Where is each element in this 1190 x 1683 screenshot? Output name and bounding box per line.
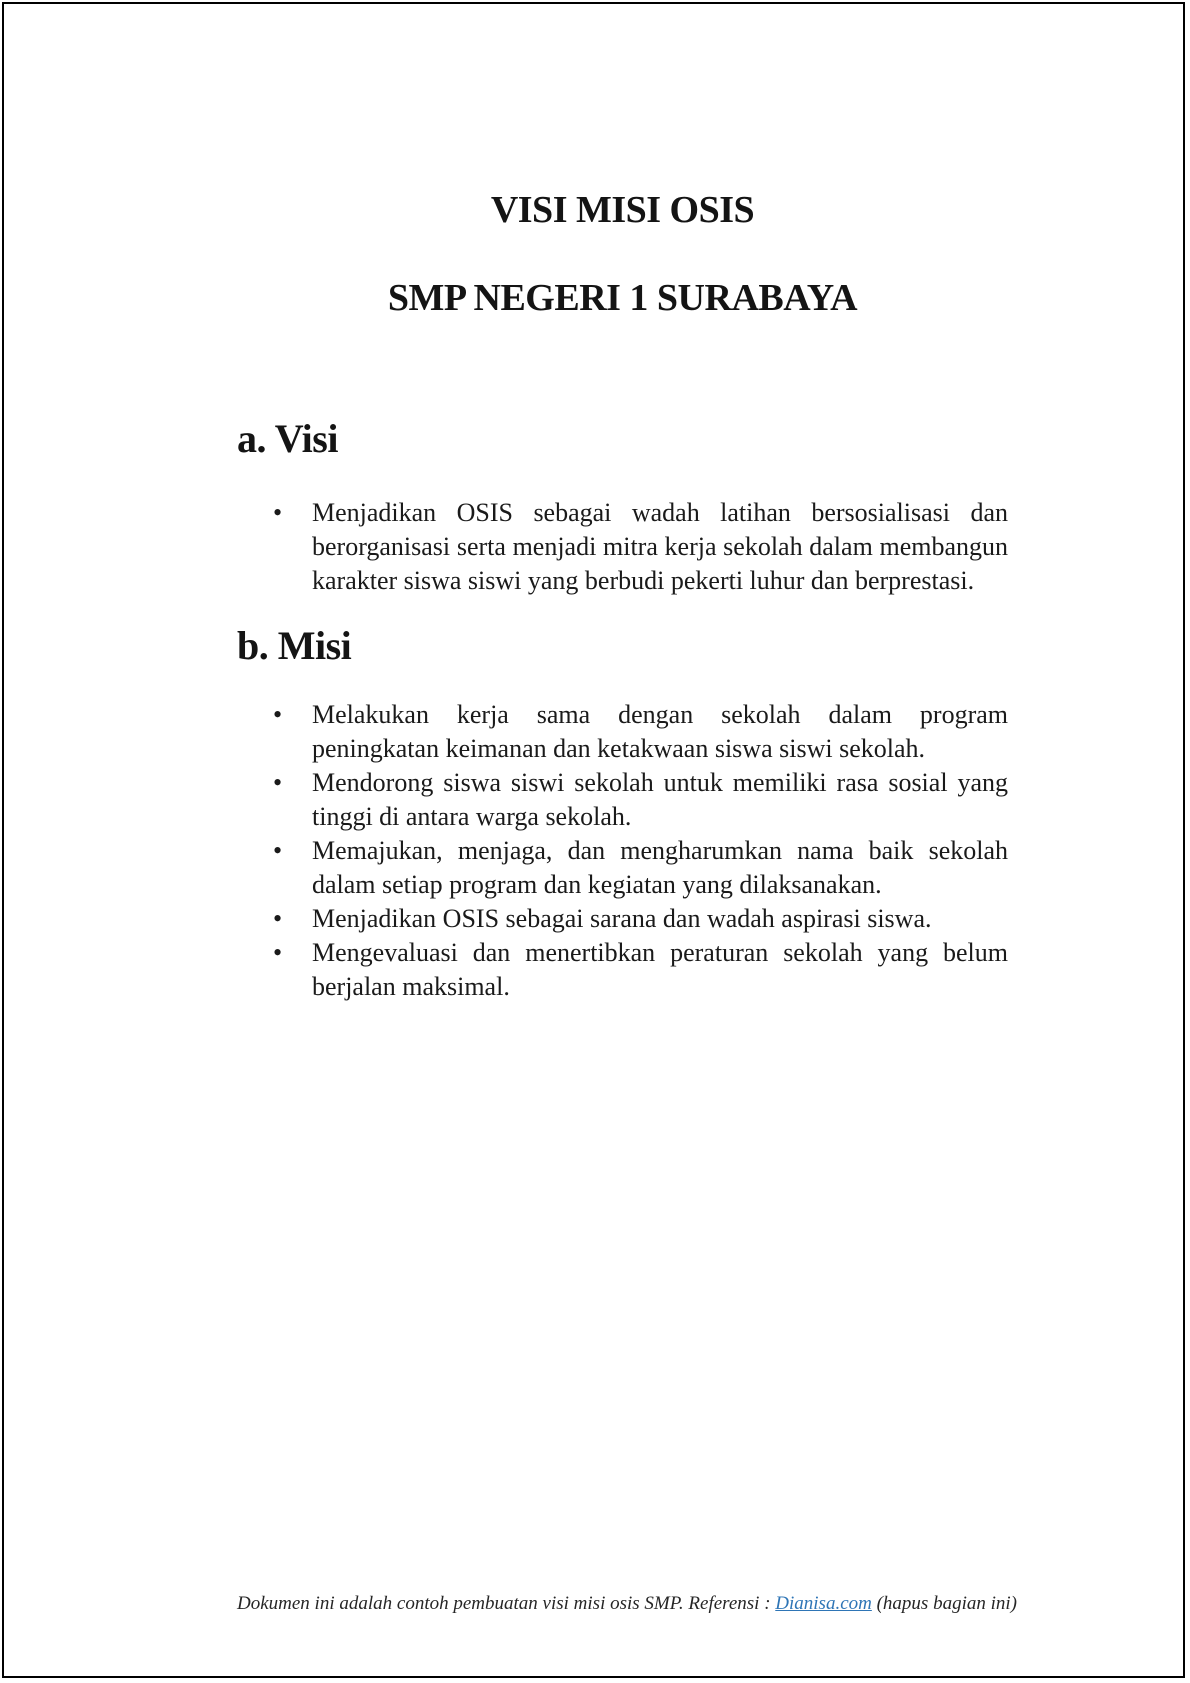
footer-text-suffix: (hapus bagian ini) — [871, 1593, 1017, 1614]
section-heading-misi: b. Misi — [237, 623, 352, 668]
list-item — [237, 936, 1008, 1004]
list-item — [237, 834, 1008, 902]
bullet-text: Memajukan, menjaga, dan mengharumkan nama baik sekolah dalam setiap program dan kegiatan yang dilaksanakan. — [312, 836, 1008, 899]
list-item — [237, 902, 1008, 936]
section-heading-visi: a. Visi — [237, 416, 338, 461]
bullet-text: Melakukan kerja sama dengan sekolah dalam program peningkatan keimanan dan ketakwaan siswa siswi sekolah. — [312, 700, 1008, 763]
bullet-text: Mendorong siswa siswi sekolah untuk memiliki rasa sosial yang tinggi di antara warga sekolah. — [312, 768, 1008, 831]
visi-bullet-list — [237, 496, 1008, 598]
misi-bullet-list — [237, 698, 1008, 1004]
bullet-text: Mengevaluasi dan menertibkan peraturan sekolah yang belum berjalan maksimal. — [312, 938, 1008, 1001]
bullet-icon: • — [273, 836, 283, 865]
footer-reference-link[interactable]: Dianisa.com — [775, 1593, 872, 1614]
bullet-text: Menjadikan OSIS sebagai wadah latihan bersosialisasi dan berorganisasi serta menjadi mitra kerja sekolah dalam membangun karakter siswa siswi yang berbudi pekerti luhur dan berprestasi. — [312, 498, 1008, 595]
footer-text-prefix: Dokumen ini adalah contoh pembuatan visi misi osis SMP. Referensi : — [237, 1593, 776, 1614]
document-subtitle: SMP NEGERI 1 SURABAYA — [387, 277, 858, 319]
bullet-icon: • — [273, 938, 283, 967]
bullet-icon: • — [273, 904, 283, 933]
document-title: VISI MISI OSIS — [490, 189, 755, 231]
footer-note — [237, 1592, 1017, 1616]
bullet-icon: • — [273, 768, 283, 797]
bullet-text: Menjadikan OSIS sebagai sarana dan wadah aspirasi siswa. — [312, 904, 932, 933]
bullet-icon: • — [273, 700, 283, 729]
bullet-icon: • — [273, 498, 283, 527]
list-item — [237, 496, 1008, 598]
list-item — [237, 766, 1008, 834]
list-item — [237, 698, 1008, 766]
